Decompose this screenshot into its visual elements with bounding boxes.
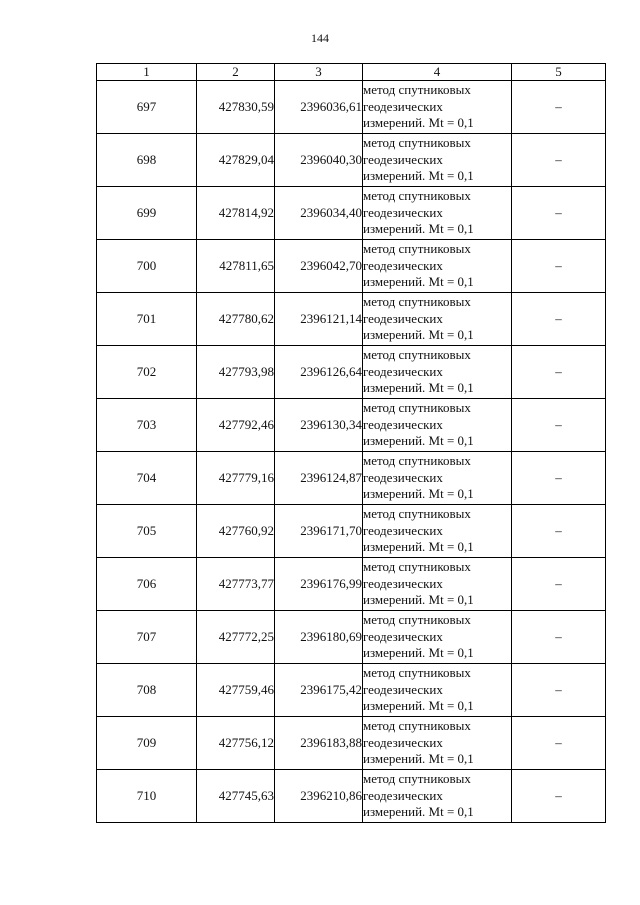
method-line: метод спутниковых xyxy=(363,612,471,628)
point-number-cell: 708 xyxy=(97,664,197,717)
method-line: геодезических xyxy=(363,787,443,803)
method-cell xyxy=(363,452,512,505)
x-coordinate-cell: 427780,62 xyxy=(197,293,275,346)
method-line: измерений. Mt = 0,1 xyxy=(363,698,474,714)
y-coordinate-cell: 2396126,64 xyxy=(275,346,363,399)
table-row xyxy=(97,558,606,611)
method-line: метод спутниковых xyxy=(363,506,471,522)
x-coordinate-cell: 427759,46 xyxy=(197,664,275,717)
point-number-cell: 699 xyxy=(97,187,197,240)
note-cell: – xyxy=(512,717,606,770)
y-coordinate-cell: 2396210,86 xyxy=(275,770,363,823)
method-cell xyxy=(363,81,512,134)
x-coordinate-cell: 427829,04 xyxy=(197,134,275,187)
x-coordinate-cell: 427811,65 xyxy=(197,240,275,293)
x-coordinate-cell: 427745,63 xyxy=(197,770,275,823)
note-cell: – xyxy=(512,134,606,187)
method-line: метод спутниковых xyxy=(363,347,471,363)
method-cell xyxy=(363,187,512,240)
point-number-cell: 707 xyxy=(97,611,197,664)
table-row xyxy=(97,505,606,558)
table-row xyxy=(97,187,606,240)
method-cell xyxy=(363,293,512,346)
table-body xyxy=(97,81,606,823)
y-coordinate-cell: 2396176,99 xyxy=(275,558,363,611)
method-line: геодезических xyxy=(363,98,443,114)
x-coordinate-cell: 427830,59 xyxy=(197,81,275,134)
method-line: измерений. Mt = 0,1 xyxy=(363,645,474,661)
method-cell xyxy=(363,558,512,611)
x-coordinate-cell: 427772,25 xyxy=(197,611,275,664)
point-number-cell: 698 xyxy=(97,134,197,187)
method-line: измерений. Mt = 0,1 xyxy=(363,539,474,555)
table-row xyxy=(97,611,606,664)
note-cell: – xyxy=(512,346,606,399)
table-row xyxy=(97,346,606,399)
point-number-cell: 710 xyxy=(97,770,197,823)
x-coordinate-cell: 427756,12 xyxy=(197,717,275,770)
method-cell xyxy=(363,399,512,452)
note-cell: – xyxy=(512,505,606,558)
method-cell xyxy=(363,770,512,823)
x-coordinate-cell: 427779,16 xyxy=(197,452,275,505)
method-line: измерений. Mt = 0,1 xyxy=(363,433,474,449)
point-number-cell: 702 xyxy=(97,346,197,399)
column-header-1: 1 xyxy=(97,64,197,81)
y-coordinate-cell: 2396034,40 xyxy=(275,187,363,240)
method-cell xyxy=(363,240,512,293)
x-coordinate-cell: 427793,98 xyxy=(197,346,275,399)
method-line: метод спутниковых xyxy=(363,188,471,204)
x-coordinate-cell: 427814,92 xyxy=(197,187,275,240)
method-cell xyxy=(363,664,512,717)
method-line: геодезических xyxy=(363,151,443,167)
method-line: геодезических xyxy=(363,204,443,220)
table-row xyxy=(97,717,606,770)
y-coordinate-cell: 2396171,70 xyxy=(275,505,363,558)
y-coordinate-cell: 2396180,69 xyxy=(275,611,363,664)
y-coordinate-cell: 2396175,42 xyxy=(275,664,363,717)
method-line: измерений. Mt = 0,1 xyxy=(363,751,474,767)
method-line: измерений. Mt = 0,1 xyxy=(363,380,474,396)
table-row xyxy=(97,240,606,293)
table-row xyxy=(97,452,606,505)
column-header-4: 4 xyxy=(363,64,512,81)
table-header-row xyxy=(97,64,606,81)
table-row xyxy=(97,664,606,717)
note-cell: – xyxy=(512,664,606,717)
point-number-cell: 700 xyxy=(97,240,197,293)
point-number-cell: 706 xyxy=(97,558,197,611)
method-line: метод спутниковых xyxy=(363,771,471,787)
point-number-cell: 709 xyxy=(97,717,197,770)
column-header-5: 5 xyxy=(512,64,606,81)
table-row xyxy=(97,399,606,452)
point-number-cell: 697 xyxy=(97,81,197,134)
method-line: геодезических xyxy=(363,310,443,326)
y-coordinate-cell: 2396183,88 xyxy=(275,717,363,770)
method-line: метод спутниковых xyxy=(363,400,471,416)
method-line: геодезических xyxy=(363,257,443,273)
y-coordinate-cell: 2396042,70 xyxy=(275,240,363,293)
note-cell: – xyxy=(512,770,606,823)
table-row xyxy=(97,293,606,346)
note-cell: – xyxy=(512,81,606,134)
note-cell: – xyxy=(512,399,606,452)
method-line: измерений. Mt = 0,1 xyxy=(363,115,474,131)
method-line: метод спутниковых xyxy=(363,453,471,469)
coordinates-table xyxy=(96,63,606,823)
method-line: геодезических xyxy=(363,734,443,750)
method-line: метод спутниковых xyxy=(363,82,471,98)
method-line: метод спутниковых xyxy=(363,241,471,257)
page-number: 144 xyxy=(311,31,329,45)
method-cell xyxy=(363,346,512,399)
method-line: геодезических xyxy=(363,628,443,644)
method-line: геодезических xyxy=(363,522,443,538)
method-cell xyxy=(363,134,512,187)
method-line: геодезических xyxy=(363,575,443,591)
x-coordinate-cell: 427773,77 xyxy=(197,558,275,611)
note-cell: – xyxy=(512,187,606,240)
y-coordinate-cell: 2396130,34 xyxy=(275,399,363,452)
point-number-cell: 704 xyxy=(97,452,197,505)
method-cell xyxy=(363,611,512,664)
note-cell: – xyxy=(512,558,606,611)
note-cell: – xyxy=(512,240,606,293)
point-number-cell: 701 xyxy=(97,293,197,346)
method-line: метод спутниковых xyxy=(363,135,471,151)
point-number-cell: 703 xyxy=(97,399,197,452)
note-cell: – xyxy=(512,611,606,664)
method-cell xyxy=(363,717,512,770)
y-coordinate-cell: 2396040,30 xyxy=(275,134,363,187)
method-line: геодезических xyxy=(363,469,443,485)
method-line: метод спутниковых xyxy=(363,718,471,734)
method-line: измерений. Mt = 0,1 xyxy=(363,592,474,608)
method-line: геодезических xyxy=(363,681,443,697)
method-line: геодезических xyxy=(363,416,443,432)
method-line: измерений. Mt = 0,1 xyxy=(363,221,474,237)
note-cell: – xyxy=(512,452,606,505)
method-line: метод спутниковых xyxy=(363,294,471,310)
table-row xyxy=(97,770,606,823)
y-coordinate-cell: 2396036,61 xyxy=(275,81,363,134)
column-header-3: 3 xyxy=(275,64,363,81)
y-coordinate-cell: 2396124,87 xyxy=(275,452,363,505)
note-cell: – xyxy=(512,293,606,346)
method-cell xyxy=(363,505,512,558)
method-line: измерений. Mt = 0,1 xyxy=(363,804,474,820)
method-line: геодезических xyxy=(363,363,443,379)
method-line: метод спутниковых xyxy=(363,665,471,681)
x-coordinate-cell: 427792,46 xyxy=(197,399,275,452)
table-row xyxy=(97,81,606,134)
method-line: измерений. Mt = 0,1 xyxy=(363,274,474,290)
method-line: измерений. Mt = 0,1 xyxy=(363,327,474,343)
point-number-cell: 705 xyxy=(97,505,197,558)
method-line: метод спутниковых xyxy=(363,559,471,575)
column-header-2: 2 xyxy=(197,64,275,81)
method-line: измерений. Mt = 0,1 xyxy=(363,168,474,184)
x-coordinate-cell: 427760,92 xyxy=(197,505,275,558)
method-line: измерений. Mt = 0,1 xyxy=(363,486,474,502)
table-row xyxy=(97,134,606,187)
y-coordinate-cell: 2396121,14 xyxy=(275,293,363,346)
